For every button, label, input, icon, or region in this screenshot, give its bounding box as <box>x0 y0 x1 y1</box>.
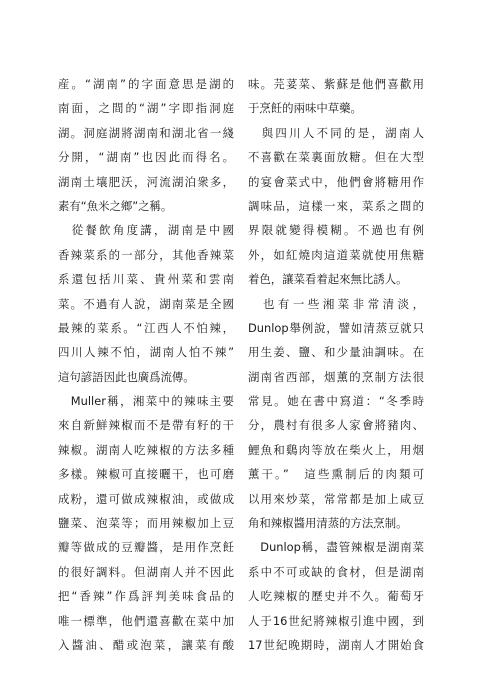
text-line: 調味品，這樣一來，菜系之間的 <box>248 198 424 213</box>
text-line: 最辣的菜系。“江西人不怕辣， <box>58 320 234 335</box>
text-line: 常見。她在書中寫道：“冬季時 <box>248 394 424 409</box>
right-text-column <box>248 72 424 657</box>
text-line: 外，如紅燒肉這道菜就使用焦糖 <box>248 247 424 262</box>
text-line: 界限就變得模糊。不過也有例 <box>248 223 424 238</box>
text-line: 湖南土壤肥沃，河流湖泊衆多， <box>58 174 234 189</box>
text-line: 着色，讓菜看着起來無比誘人。 <box>248 272 408 287</box>
text-line: 的宴會菜式中，他們會將糖用作 <box>248 174 424 189</box>
text-line: 香辣菜系的一部分，其他香辣菜 <box>58 247 234 262</box>
text-line: 辣椒。湖南人吃辣椒的方法多種 <box>58 442 234 457</box>
text-line: 人吃辣椒的歷史并不久。葡萄牙 <box>248 589 424 604</box>
text-line: 湖南省西部，烟薰的烹制方法很 <box>248 369 424 384</box>
text-line: 瓣等做成的豆瓣醬，是用作烹飪 <box>58 540 234 555</box>
text-line: 的很好調料。但湖南人并不因此 <box>58 564 234 579</box>
text-line: 成粉，還可做成辣椒油，或做成 <box>58 491 234 506</box>
text-line: 系中不可或缺的食材，但是湖南 <box>248 564 424 579</box>
text-line: 湖。洞庭湖將湖南和湖北省一綫 <box>58 125 234 140</box>
text-line: 系還包括川菜、貴州菜和雲南 <box>58 272 234 287</box>
text-line: 于烹飪的兩味中草藥。 <box>248 101 362 116</box>
text-line: 分開，“湖南”也因此而得名。 <box>58 150 234 165</box>
text-line: 把“香辣”作爲評判美味食品的 <box>58 589 234 604</box>
text-line: 分，農村有很多人家會將豬肉、 <box>248 418 424 433</box>
text-line: 也有一些湘菜非常清淡， <box>248 296 424 311</box>
text-line: Dunlop舉例說，譬如清蒸豆就只 <box>248 320 424 335</box>
text-line: 唯一標準，他們還喜歡在菜中加 <box>58 613 234 628</box>
text-line: 産。“湖南”的字面意思是湖的 <box>58 77 234 91</box>
text-line: 菜。不過有人說，湖南菜是全國 <box>58 296 234 311</box>
text-line: Dunlop稱，盡管辣椒是湖南菜 <box>248 540 424 555</box>
text-line: 多樣。辣椒可直接曬干，也可磨 <box>58 467 234 482</box>
text-line: 與四川人不同的是，湖南人 <box>248 125 424 140</box>
text-line: 薰干。” 這些熏制后的肉類可 <box>248 467 424 482</box>
text-line: 角和辣椒醬用清蒸的方法烹制。 <box>248 516 408 531</box>
text-line: 入醬油、醋或泡菜，讓菜有酸 <box>58 637 234 652</box>
text-line: 不喜歡在菜裏面放糖。但在大型 <box>248 150 424 165</box>
text-line: 以用來炒菜，常常都是加上咸豆 <box>248 491 424 506</box>
text-line: 鹽菜、泡菜等；而用辣椒加上豆 <box>58 516 234 531</box>
text-line: 17世紀晚期時，湖南人才開始食 <box>248 637 424 652</box>
text-line: 這句諺語因此也廣爲流傳。 <box>58 369 195 384</box>
text-line: 來自新鮮辣椒而不是帶有籽的干 <box>58 418 234 433</box>
text-line: 鯉魚和鷄肉等放在柴火上，用烟 <box>248 442 424 457</box>
left-text-column <box>58 72 234 657</box>
text-line: 四川人辣不怕，湖南人怕不辣” <box>58 345 234 360</box>
text-line: 素有“魚米之鄉”之稱。 <box>58 198 173 213</box>
text-line: Muller稱，湘菜中的辣味主要 <box>58 394 234 409</box>
text-line: 味。芫荽菜、紫蘇是他們喜歡用 <box>248 77 424 91</box>
text-line: 從餐飲角度講，湖南是中國 <box>58 223 234 238</box>
text-line: 用生姜、鹽、和少量油調味。在 <box>248 345 424 360</box>
text-line: 南面，之間的“湖”字即指洞庭 <box>58 101 234 116</box>
text-line: 人于16世紀將辣椒引進中國，到 <box>248 613 424 628</box>
